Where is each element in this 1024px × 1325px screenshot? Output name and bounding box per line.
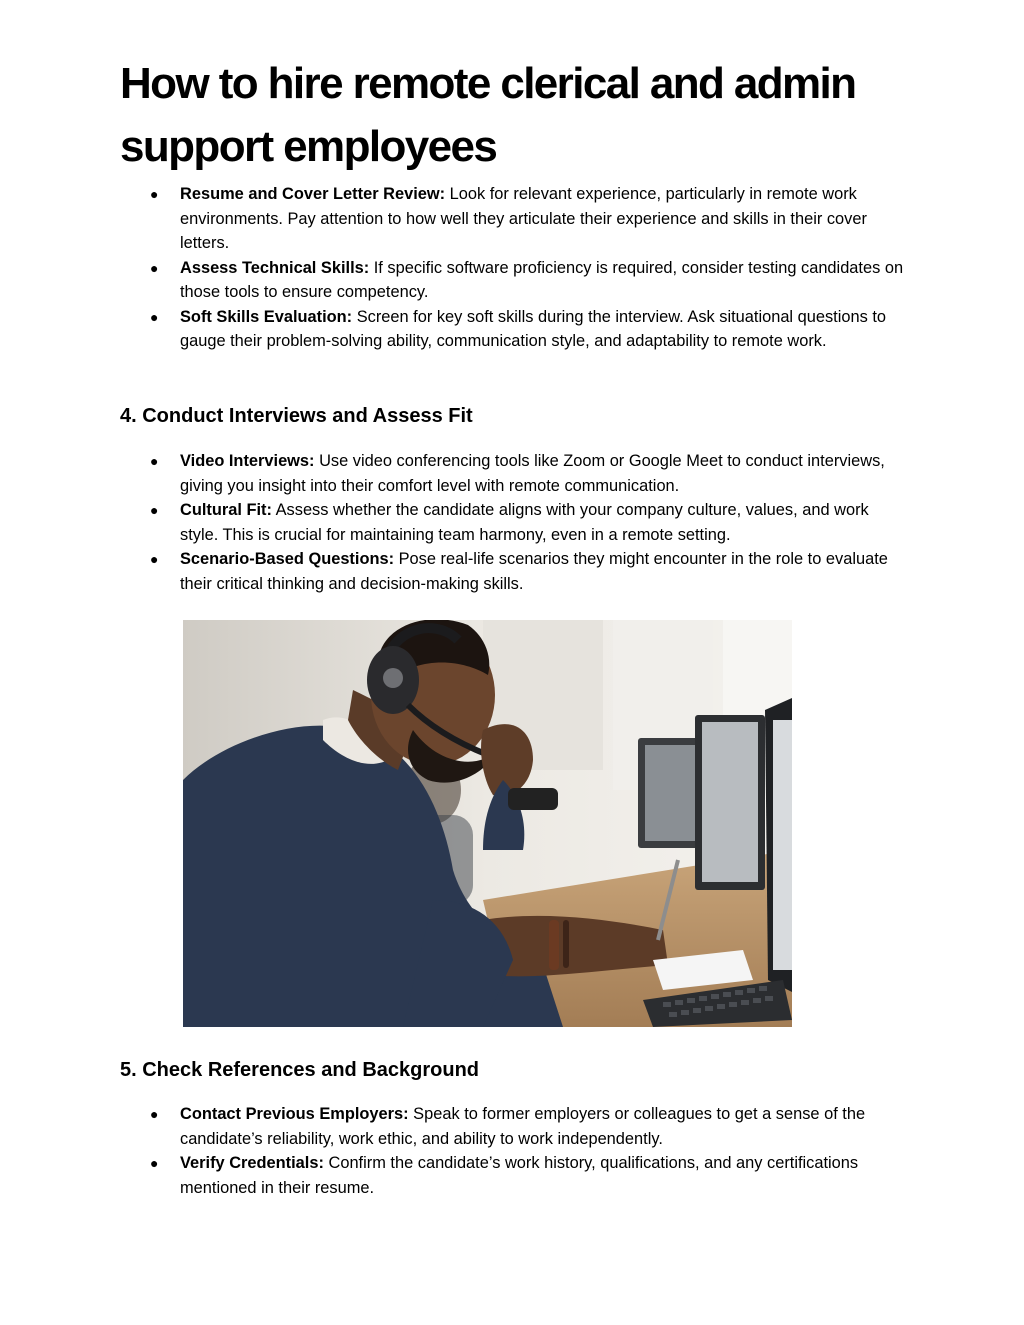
bullet-icon: ● <box>150 1106 159 1122</box>
interviews-list <box>120 449 910 596</box>
page-title: How to hire remote clerical and admin support employees <box>120 59 856 171</box>
item-label: Resume and Cover Letter Review: <box>180 185 446 203</box>
item-label: Scenario-Based Questions: <box>180 550 395 568</box>
list-item <box>120 182 910 256</box>
list-item <box>120 498 910 547</box>
item-text: Assess whether the candidate aligns with your company culture, values, and work style. This is crucial for maintaining team harmony, even in a remote setting. <box>180 501 869 544</box>
section-heading-interviews: 4. Conduct Interviews and Assess Fit <box>120 405 473 427</box>
bullet-icon: ● <box>150 308 159 325</box>
item-text: Use video conferencing tools like Zoom or Google Meet to conduct interviews, giving you insight into their comfort level with remote communication. <box>180 452 885 495</box>
item-label: Verify Credentials: <box>180 1154 324 1172</box>
bullet-icon: ● <box>150 502 159 518</box>
item-text: If specific software proficiency is required, consider testing candidates on those tools to ensure competency. <box>180 258 904 301</box>
references-list <box>120 1102 910 1200</box>
section-heading-references: 5. Check References and Background <box>120 1059 480 1081</box>
list-item <box>120 547 910 596</box>
headset-worker-photo <box>183 620 792 1027</box>
item-text: Look for relevant experience, particularly in remote work environments. Pay attention to how well they articulate their experience and skills in their cover letters. <box>180 185 867 252</box>
bullet-icon: ● <box>150 1155 159 1171</box>
intro-list <box>120 182 910 354</box>
photo-illustration <box>183 620 792 1027</box>
item-text: Confirm the candidate’s work history, qualifications, and any certifications mentioned in their resume. <box>180 1154 859 1197</box>
item-text: Speak to former employers or colleagues to get a sense of the candidate’s reliability, work ethic, and ability to work independently. <box>180 1105 866 1148</box>
list-item <box>120 1151 910 1200</box>
item-label: Video Interviews: <box>180 452 315 470</box>
item-label: Contact Previous Employers: <box>180 1105 409 1123</box>
list-item <box>120 256 910 305</box>
bullet-icon: ● <box>150 551 159 567</box>
item-label: Cultural Fit: <box>180 501 272 519</box>
item-text: Pose real-life scenarios they might encounter in the role to evaluate their critical thinking and decision-making skills. <box>180 550 888 593</box>
item-label: Soft Skills Evaluation: <box>180 307 353 326</box>
item-text: Screen for key soft skills during the interview. Ask situational questions to gauge their problem-solving ability, communication style, and adaptability to remote work. <box>180 307 887 350</box>
list-item <box>120 449 910 498</box>
bullet-icon: ● <box>150 453 159 469</box>
bullet-icon: ● <box>150 259 159 276</box>
list-item <box>120 1102 910 1151</box>
item-label: Assess Technical Skills: <box>180 258 370 277</box>
list-item <box>120 305 910 354</box>
bullet-icon: ● <box>150 186 159 202</box>
